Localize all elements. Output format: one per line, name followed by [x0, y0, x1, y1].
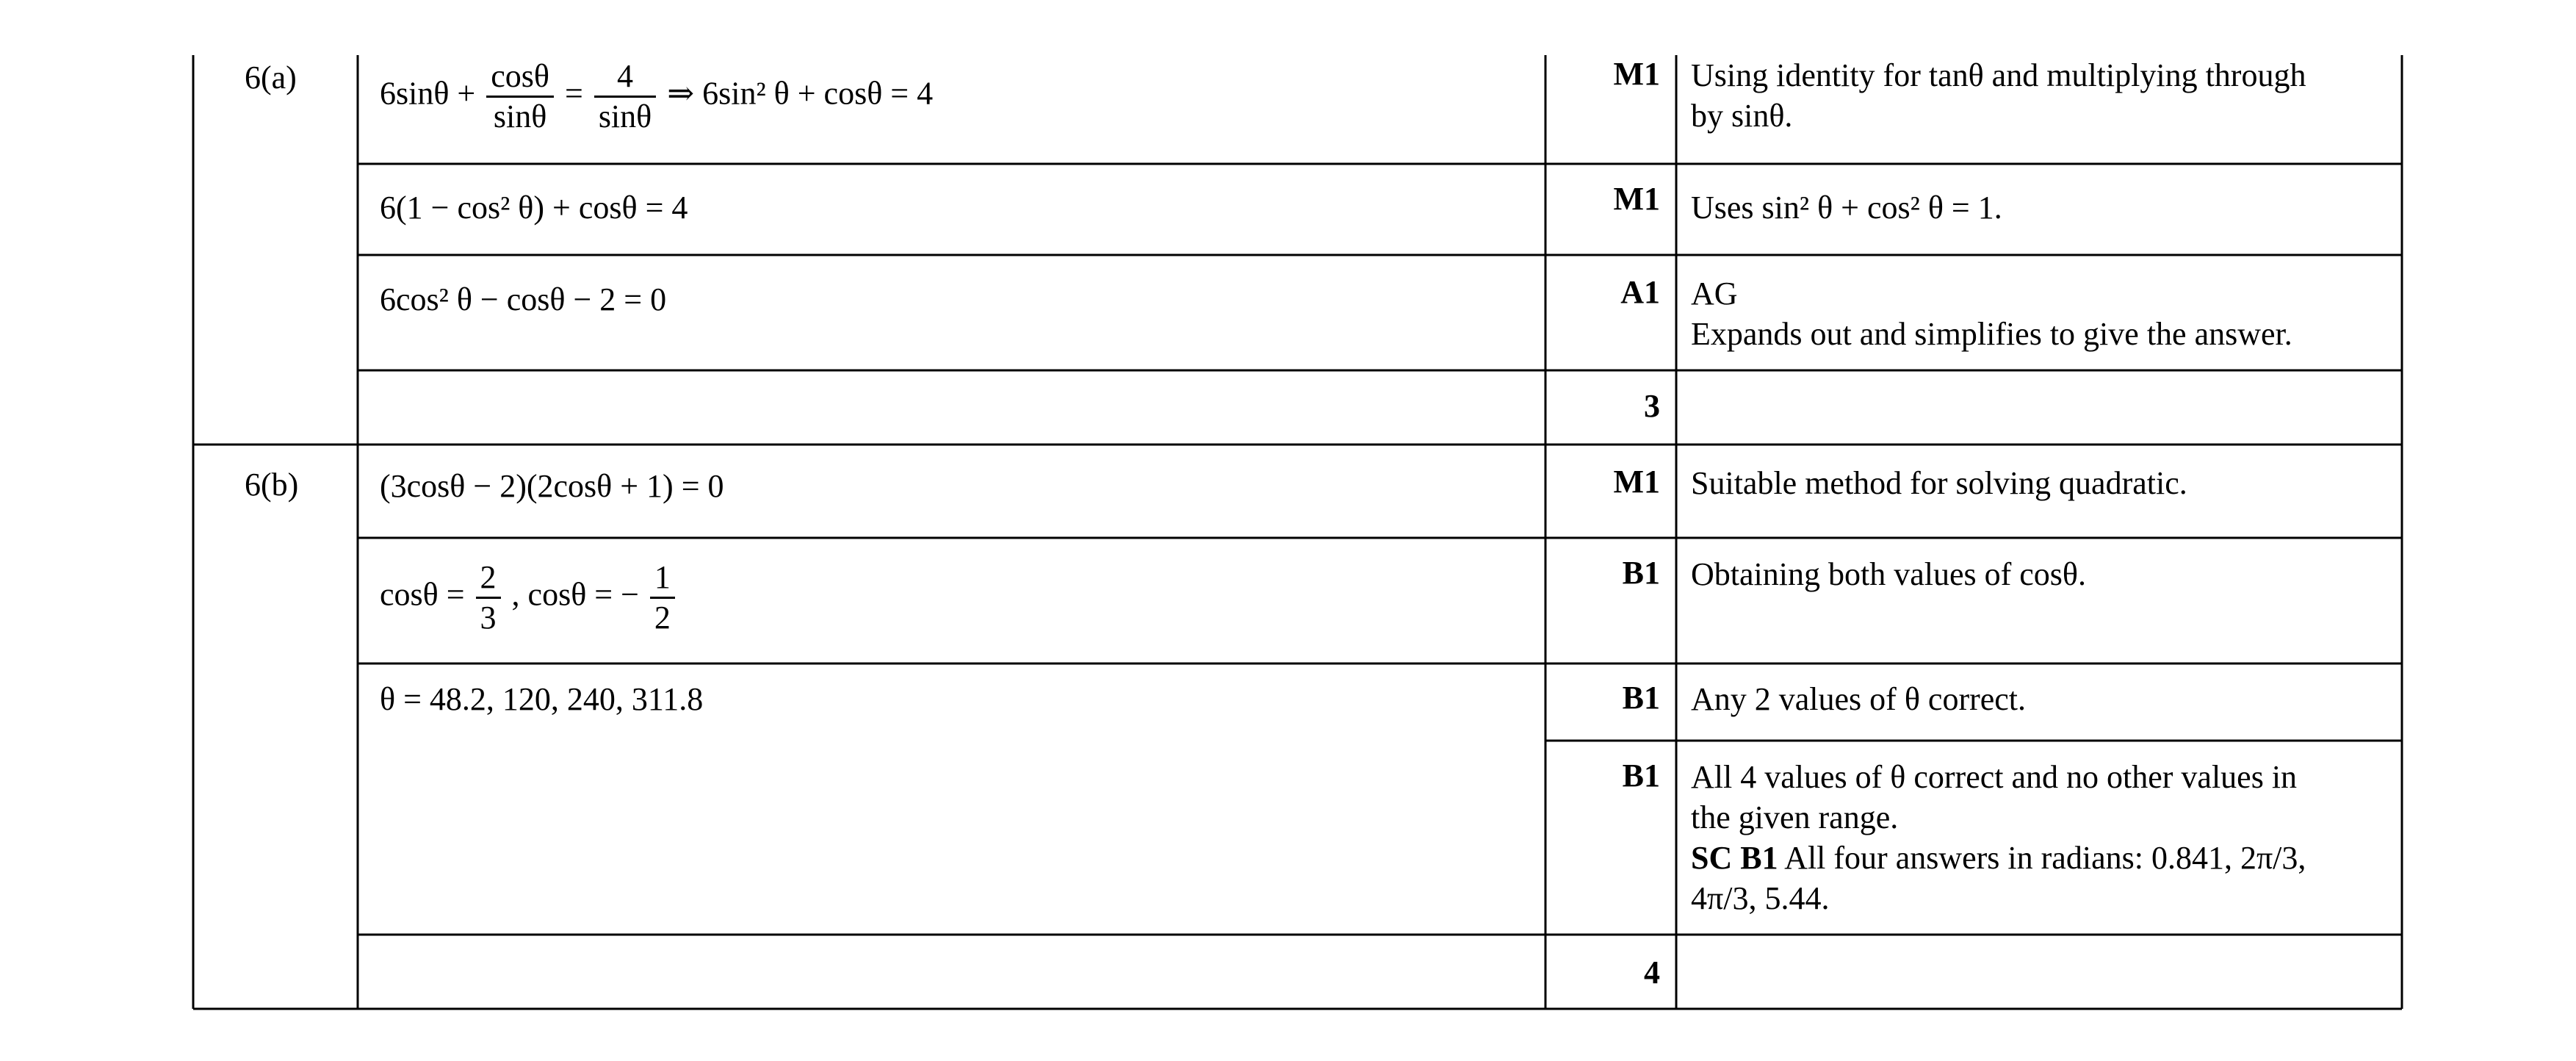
part-total: 4	[1644, 954, 1660, 990]
question-number-6b: 6(b)	[245, 467, 299, 503]
fraction-numerator: 4	[594, 57, 656, 98]
mark-code: M1	[1613, 464, 1660, 500]
special-case-text: All four answers in radians: 0.841, 2π/3,	[1784, 840, 2306, 876]
guidance-line: by sinθ.	[1691, 98, 1793, 134]
guidance-line: Expands out and simplifies to give the answer.	[1691, 316, 2292, 352]
answer-6b-step3: θ = 48.2, 120, 240, 311.8	[380, 681, 704, 717]
mark-code: B1	[1622, 555, 1660, 591]
answer-6b-step2	[380, 558, 678, 637]
guidance-line: the given range.	[1691, 799, 1899, 835]
fraction-denominator: 2	[654, 600, 671, 636]
fraction-numerator: 2	[476, 558, 501, 599]
guidance-line: Uses sin² θ + cos² θ = 1.	[1691, 190, 2002, 226]
fraction-4-over-sin	[594, 57, 656, 136]
special-case-label: SC B1	[1691, 840, 1778, 876]
answer-6a-step1-right: ⇒ 6sin² θ + cosθ = 4	[667, 75, 934, 112]
fraction-2-over-3	[476, 558, 501, 637]
guidance-line: Obtaining both values of cosθ.	[1691, 556, 2086, 592]
question-number-6a: 6(a)	[245, 60, 297, 96]
special-case-line	[1691, 838, 2306, 879]
answer-6b-step2-mid: , cosθ = −	[511, 576, 639, 613]
fraction-denominator: sinθ	[598, 98, 652, 134]
guidance-line: All 4 values of θ correct and no other values in	[1691, 759, 2298, 795]
guidance-line: AG	[1691, 276, 1738, 312]
mark-code: B1	[1622, 758, 1660, 794]
answer-6a-step2: 6(1 − cos² θ) + cosθ = 4	[380, 190, 688, 226]
fraction-denominator: 3	[480, 600, 497, 636]
answer-6a-step3: 6cos² θ − cosθ − 2 = 0	[380, 281, 667, 317]
guidance-line: 4π/3, 5.44.	[1691, 880, 1830, 916]
answer-6a-step1-left: 6sinθ +	[380, 75, 476, 112]
fraction-denominator: sinθ	[493, 98, 547, 134]
answer-6b-step2-left: cosθ =	[380, 576, 465, 613]
mark-code: M1	[1613, 181, 1660, 217]
guidance-line: Suitable method for solving quadratic.	[1691, 465, 2187, 501]
answer-6b-step1: (3cosθ − 2)(2cosθ + 1) = 0	[380, 468, 724, 504]
fraction-numerator: cosθ	[486, 57, 554, 98]
answer-6a-step1	[380, 57, 933, 136]
mark-code: A1	[1620, 274, 1660, 310]
fraction-numerator: 1	[650, 558, 675, 599]
mark-code: B1	[1622, 680, 1660, 716]
part-total: 3	[1644, 388, 1660, 424]
guidance-line: Using identity for tanθ and multiplying through	[1691, 57, 2306, 93]
guidance-line: Any 2 values of θ correct.	[1691, 681, 2027, 717]
fraction-1-over-2	[650, 558, 675, 637]
mark-code: M1	[1613, 56, 1660, 92]
answer-6a-step1-equals: =	[564, 75, 583, 112]
fraction-cos-over-sin	[486, 57, 554, 136]
